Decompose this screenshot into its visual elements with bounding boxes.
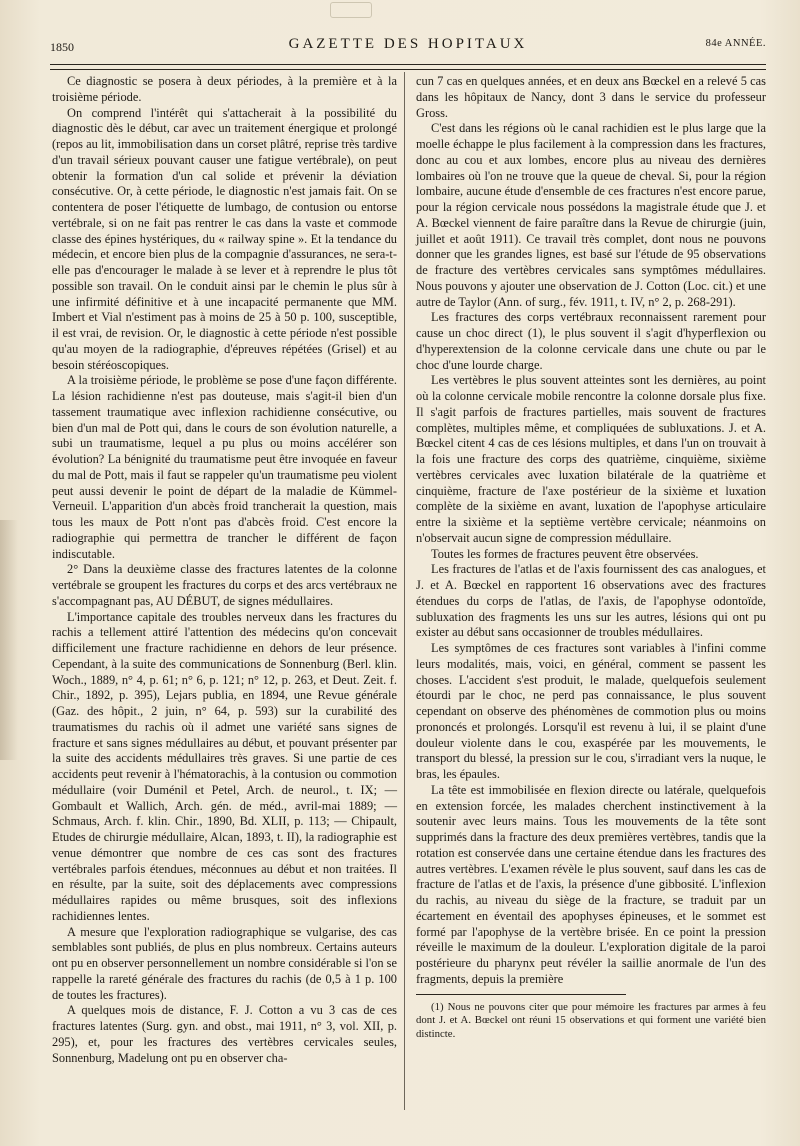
paragraph: cun 7 cas en quelques années, et en deux ans Bœckel en a relevé 5 cas dans les hôpitaux de Nancy, dont 3 dans le service du professeur Gross. — [416, 74, 766, 120]
right-column — [416, 74, 766, 1041]
paragraph: L'importance capitale des troubles nerveux dans les fractures du rachis a tellement attiré l'attention des médecins qu'on concevait difficilement une fracture rachidienne en dehors de leur présence. Cependant, à la suite des communications de Sonnenburg (Berl. klin. Woch., 1889, n° 4, p. 61; n° 6, p. 121; n° 12, p. 263, et Deut. Zeit. f. Chir., 1892, p. 395), Lejars publia, en 1894, une Revue générale (Gaz. des hôpit., 2 juin, n° 64, p. 593) sur la curabilité des traumatismes du rachis où il admet une variété sans signes de fracture et sans signes médullaires au début, et pouvant présenter par la suite des accidents médullaires très graves. Si une partie de ces accidents peut revenir à l'hématorachis, à la contusion ou commotion médullaire (voir Duménil et Petel, Arch. de neurol., t. IX; — Gombault et Wallich, Arch. gén. de méd., avril-mai 1889; — Schmaus, Arch. f. klin. Chir., 1890, Bd. XLII, p. 113; — Chipault, Etudes de chirurgie médullaire, Alcan, 1893, t. II), la radiographie est venue démontrer que nombre de ces cas sont des fractures vertébrales parfois étendues, méconnues au début et non traitées. Il en résulte, par la suite, soit des déplacements avec compressions médullaires rapides ou même brusques, soit des inflexions rachidiennes lentes. — [52, 609, 397, 923]
header-rule-thin — [50, 69, 766, 70]
paragraph: Les fractures de l'atlas et de l'axis fournissent des cas analogues, et J. et A. Bœckel en rapportent 16 observations avec des fractures étendues du corps de l'atlas, de l'axis, de l'apophyse odontoïde, subluxation des fragments les uns sur les autres, lésions qui ont pu exister au début sans occasionner de troubles médullaires. — [416, 562, 766, 640]
footnote-rule — [416, 994, 626, 995]
left-column — [52, 74, 397, 1066]
paragraph: Les symptômes de ces fractures sont variables à l'infini comme leurs modalités, mais, voici, en général, comment se passent les choses. L'accident s'est produit, le malade, quelquefois seulement étourdi par le choc, ne perd pas connaissance, le plus souvent cependant on observe des phénomènes de commotion plus ou moins prononcés et prolongés. Lorsqu'il est revenu à lui, il se plaint d'une douleur violente dans le cou, exaspérée par les mouvements, le transport du blessé, la pression sur le cou, s'irradiant vers la nuque, le bras, les épaules. — [416, 641, 766, 781]
paragraph: Les fractures des corps vertébraux reconnaissent rarement pour cause un choc direct (1), le plus souvent il s'agit d'hyperflexion ou d'hyperextension de la colonne cervicale dans une chute ou par le choc d'une lourde charge. — [416, 310, 766, 372]
paragraph: 2° Dans la deuxième classe des fractures latentes de la colonne vertébrale se groupent les fractures du corps et des arcs vertébraux ne s'accompagnant pas, AU DÉBUT, de signes médullaires. — [52, 562, 397, 608]
paragraph: Toutes les formes de fractures peuvent être observées. — [431, 546, 699, 561]
paragraph: Ce diagnostic se posera à deux périodes, à la première et à la troisième période. — [52, 74, 397, 104]
header-rule-thick — [50, 64, 766, 65]
paragraph: A la troisième période, le problème se pose d'une façon différente. La lésion rachidienne n'est pas douteuse, mais s'agit-il bien d'un tassement traumatique avec inflexion rachidienne consécutive, ou bien d'un mal de Pott qui, dans le cours de son évolution naturelle, a subi un traumatisme, lequel a pu plus ou moins accélérer son évolution? La bénignité du traumatisme peut être invoquée en faveur du mal de Pott, mais il faut se rappeler qu'un traumatisme peu violent peut aussi devenir le point de départ de la maladie de Kümmel-Verneuil. L'apparition d'un abcès froid trancherait la question, mais tous les maux de Pott n'ont pas d'abcès froid. C'est encore la radiographie qui permettra de trancher le différent de façon indiscutable. — [52, 373, 397, 561]
column-divider — [404, 72, 405, 1110]
top-ornament — [330, 2, 372, 18]
footnote: (1) Nous ne pouvons citer que pour mémoire les fractures par armes à feu dont J. et A. Bœckel ont réuni 15 observations et qui forment une variété bien distincte. — [416, 1000, 766, 1040]
year-label: 84e ANNÉE. — [705, 38, 766, 49]
paragraph: A quelques mois de distance, F. J. Cotton a vu 3 cas de ces fractures latentes (Surg. gyn. and obst., mai 1911, n° 3, vol. XII, p. 295), et, pour les fractures des vertèbres cervicales seules, Sonnenburg, Madelung ont pu en observer cha- — [52, 1003, 397, 1065]
paragraph: On comprend l'intérêt qui s'attacherait à la possibilité du diagnostic dès le début, car avec un traitement énergique et prolongé (repos au lit, immobilisation dans un corset plâtré, reprise très tardive d'un travail sérieux pouvant causer une fatigue vertébrale), on peut obtenir la formation d'un cal solide et prévenir la déviation consécutive. Or, à cette période, le diagnostic n'est jamais fait. On se contentera de poser l'étiquette de lumbago, de contusion ou entorse vertébrale, si on ne fait pas rentrer le cas dans la vaste et commode classe des épines hystériques, du « railway spine ». Et la tendance du médecin, et encore bien plus de la compagnie d'assurances, ne sera-t-elle pas d'encourager le malade à se lever et à reprendre le plus tôt possible son travail. On le conduit ainsi par le chemin le plus sûr à une infirmité définitive et à une incapacité permanente que MM. Imbert et Vial n'estiment pas à moins de 25 à 50 p. 100, susceptible, il est vrai, de revision. Or, le diagnostic à cette période n'est possible qu'au moyen de la radiographie, d'épreuves répétées (Grisel) et au besoin stéréoscopiques. — [52, 105, 397, 372]
page-number: 1850 — [50, 40, 74, 54]
paragraph: C'est dans les régions où le canal rachidien est le plus large que la moelle échappe le plus facilement à la compression dans les fractures, donc au cou et aux lombes, encore plus au niveau des dernières lombaires où l'on ne trouve que la queue de cheval. Si, pour la région lombaire, aucune étude d'ensemble de ces fractures n'est encore parue, pour la région cervicale nous possédons la magistrale étude que J. et A. Bœckel viennent de faire paraître dans la Revue de chirurgie (juin, juillet et août 1911). Ce travail très complet, dont nous ne pouvons donner que les grandes lignes, est basé sur l'étude de 95 observations de fracture des vertèbres cervicales sans symptômes médullaires. Nous pouvons y ajouter une observation de J. Cotton (Loc. cit.) et une autre de Taylor (Ann. of surg., fév. 1911, t. IV, n° 2, p. 268-291). — [416, 121, 766, 309]
paragraph: Les vertèbres le plus souvent atteintes sont les dernières, au point où la colonne cervicale mobile rencontre la colonne dorsale plus fixe. Il s'agit parfois de fractures partielles, mais souvent de fractures complètes, multiples même, et compliquées de subluxations. J. et A. Bœckel citent 4 cas de ces lésions multiples, et dans l'un on trouvait à la fois une fracture des corps des quatrième, cinquième, sixième vertèbres cervicales avec luxation bilatérale de la quatrième et cinquième, fracture de l'axe postérieur de la sixième et luxation complète de la sixième en avant, luxation de l'apophyse articulaire entre la sixième et la septième vertèbre cervicale; néanmoins on n'observait aucun signe de compression médullaire. — [416, 373, 766, 545]
paragraph: A mesure que l'exploration radiographique se vulgarise, des cas semblables sont publiés, de plus en plus nombreux. Certains auteurs ont pu en observer personnellement un nombre considérable si l'on se rappelle la rareté générale des fractures du rachis (de 0,5 à 1 p. 100 de toutes les fractures). — [52, 924, 397, 1002]
paragraph: La tête est immobilisée en flexion directe ou latérale, quelquefois en extension forcée, les malades cherchent instinctivement à la soutenir avec leurs mains. Tous les mouvements de la tête sont supprimés dans la fracture des deux premières vertèbres, tandis que la rotation est conservée dans une certaine étendue dans les fractures des autres vertèbres. L'examen révèle le plus souvent, sauf dans les cas de fracture de l'atlas et de l'axis, la présence d'une gibbosité. L'inflexion du rachis, au niveau du siège de la fracture, se traduit par un écartement en éventail des apophyses épineuses, et le sommet est formé par l'apophyse de la vertèbre brisée. En ce point la pression réveille le maximum de la douleur. L'exploration digitale de la paroi postérieure du pharynx peut révéler la saillie anormale de l'un des fragments, depuis la première — [416, 782, 766, 986]
page-header — [50, 36, 766, 58]
journal-title: GAZETTE DES HOPITAUX — [288, 36, 528, 52]
page-edge-shadow — [0, 520, 18, 760]
